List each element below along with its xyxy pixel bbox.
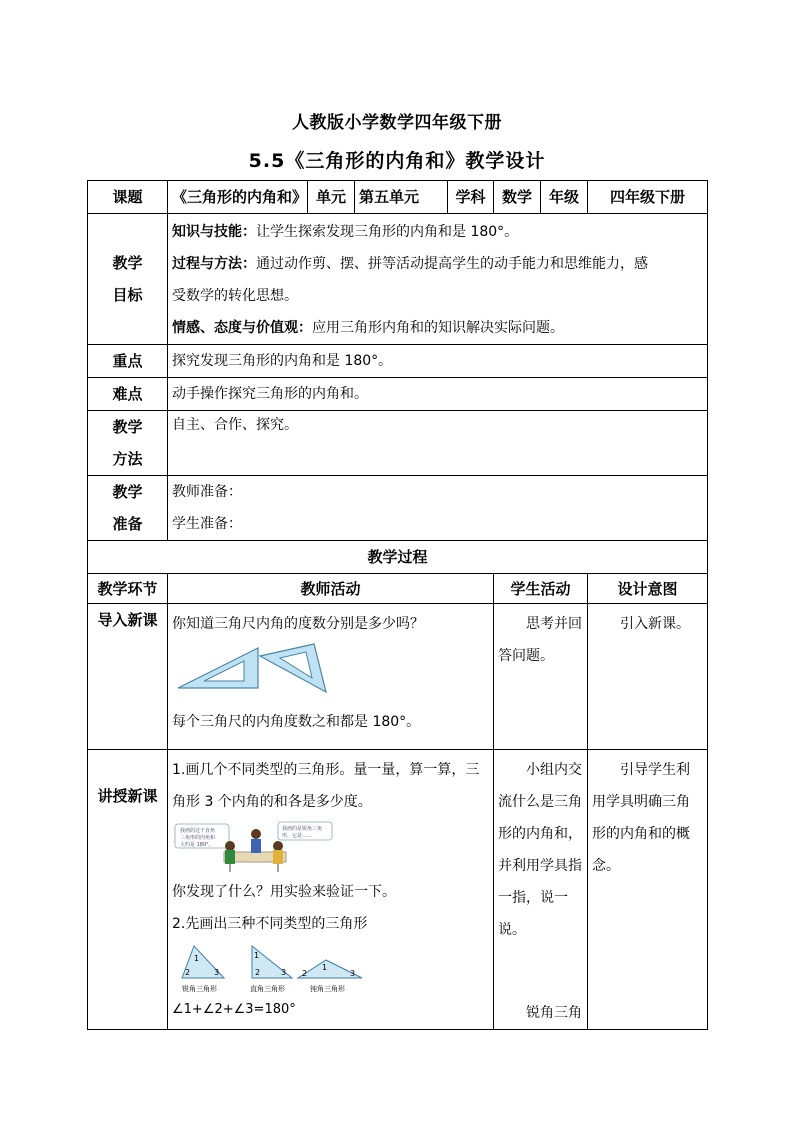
- set-square-right: [260, 644, 326, 692]
- lesson-plan-table: [87, 180, 708, 1030]
- svg-text:钝角三角形: 钝角三角形: [310, 985, 345, 993]
- knowledge-label: 知识与技能：: [172, 224, 256, 240]
- svg-text:锐角三角形: 锐角三角形: [182, 985, 217, 993]
- svg-text:三角形的内角和: 三角形的内角和: [180, 835, 216, 841]
- svg-text:1: 1: [194, 954, 200, 963]
- intro-answer: 每个三角尺的内角度数之和都是 180°。: [172, 714, 421, 730]
- svg-text:2: 2: [302, 969, 308, 978]
- goals-row: [88, 214, 708, 345]
- set-square-left: [178, 648, 258, 688]
- topic-label: 课题: [88, 181, 168, 214]
- document-title: 人教版小学数学四年级下册: [292, 113, 502, 133]
- svg-text:直角三角形: 直角三角形: [250, 985, 285, 993]
- unit-value: 第五单元: [355, 181, 448, 214]
- prep-label: 教学 准备: [88, 476, 168, 541]
- process-text: 通过动作剪、摆、拼等活动提高学生的动手能力和思维能力，感: [256, 256, 648, 272]
- method-label: 教学 方法: [88, 411, 168, 476]
- teach-stage: 讲授新课: [88, 750, 168, 1030]
- unit-label: 单元: [308, 181, 355, 214]
- key-point-text: 探究发现三角形的内角和是 180°。: [168, 345, 708, 378]
- grade-label: 年级: [541, 181, 588, 214]
- process-header-row: [88, 574, 708, 604]
- svg-text:我画的是锐角三角: 我画的是锐角三角: [282, 826, 323, 832]
- students-image: [174, 820, 334, 874]
- set-squares-image: [174, 640, 334, 696]
- goals-label: 教学 目标: [88, 214, 168, 345]
- process-text-2: 受数学的转化思想。: [172, 288, 298, 304]
- emotion-label: 情感、态度与价值观：: [172, 320, 312, 336]
- process-title-row: [88, 541, 708, 574]
- col-intent: 设计意图: [588, 574, 708, 604]
- intro-question: 你知道三角尺内角的度数分别是多少吗？: [172, 616, 424, 632]
- teach-teacher: 1.画几个不同类型的三角形。量一量，算一算，三 角形 3 个内角的和各是多少度。 我画的这个直角 三角形的内角和 大约是 180°。 我画的是锐角三角 形，它是…… 你发现了什么？用实验来验证一下。 2.先画出三种不同类型的三角形 1 2 3 锐角三角形 1 2 3 直角三角形 1 2 3 钝角三角形 ∠1+∠2+∠3=180°: [168, 750, 494, 1030]
- svg-text:我画的这个直角: 我画的这个直角: [180, 828, 216, 834]
- teach-row: [88, 750, 708, 1030]
- teacher-prep: 教师准备：: [172, 484, 242, 500]
- student-prep: 学生准备：: [172, 516, 242, 532]
- svg-text:1: 1: [254, 951, 260, 960]
- key-point-row: [88, 345, 708, 378]
- teach-student: 小组内交 流什么是三角 形的内角和， 并利用学具指 一指，说一说。 锐角三角: [494, 750, 588, 1030]
- process-title: 教学过程: [88, 541, 708, 574]
- process-label: 过程与方法：: [172, 256, 256, 272]
- subject-value: 数学: [494, 181, 541, 214]
- emotion-text: 应用三角形内角和的知识解决实际问题。: [312, 320, 564, 336]
- three-triangles-image: [180, 942, 365, 994]
- svg-text:2: 2: [255, 968, 261, 977]
- key-point-label: 重点: [88, 345, 168, 378]
- svg-text:1: 1: [322, 963, 328, 972]
- subject-label: 学科: [448, 181, 494, 214]
- intro-intent: 引入新课。: [588, 604, 708, 750]
- svg-text:形，它是……: 形，它是……: [282, 833, 313, 839]
- method-row: [88, 411, 708, 476]
- set-square-left-inner: [204, 661, 244, 681]
- intro-teacher: [168, 604, 494, 750]
- difficulty-text: 动手操作探究三角形的内角和。: [168, 378, 708, 411]
- difficulty-row: [88, 378, 708, 411]
- prep-row: [88, 476, 708, 541]
- intro-student: 思考并回 答问题。: [494, 604, 588, 750]
- svg-text:2: 2: [185, 968, 191, 977]
- method-text: 自主、合作、探究。: [168, 411, 708, 476]
- goals-content: [168, 214, 708, 345]
- svg-text:大约是 180°。: 大约是 180°。: [180, 842, 214, 848]
- intro-stage: 导入新课: [88, 604, 168, 750]
- info-row: [88, 181, 708, 214]
- topic-value: 《三角形的内角和》: [168, 181, 308, 214]
- col-teacher: 教师活动: [168, 574, 494, 604]
- knowledge-text: 让学生探索发现三角形的内角和是 180°。: [256, 224, 519, 240]
- col-stage: 教学环节: [88, 574, 168, 604]
- svg-text:3: 3: [281, 968, 287, 977]
- col-student: 学生活动: [494, 574, 588, 604]
- svg-text:3: 3: [350, 969, 356, 978]
- document-subtitle: 5.5《三角形的内角和》教学设计: [248, 150, 546, 172]
- difficulty-label: 难点: [88, 378, 168, 411]
- angle-sum-formula: ∠1+∠2+∠3=180°: [172, 1002, 296, 1017]
- teach-intent: 引导学生利 用学具明确三角 形的内角和的概 念。: [588, 750, 708, 1030]
- svg-text:3: 3: [214, 968, 220, 977]
- intro-row: [88, 604, 708, 750]
- grade-value: 四年级下册: [588, 181, 708, 214]
- prep-content: [168, 476, 708, 541]
